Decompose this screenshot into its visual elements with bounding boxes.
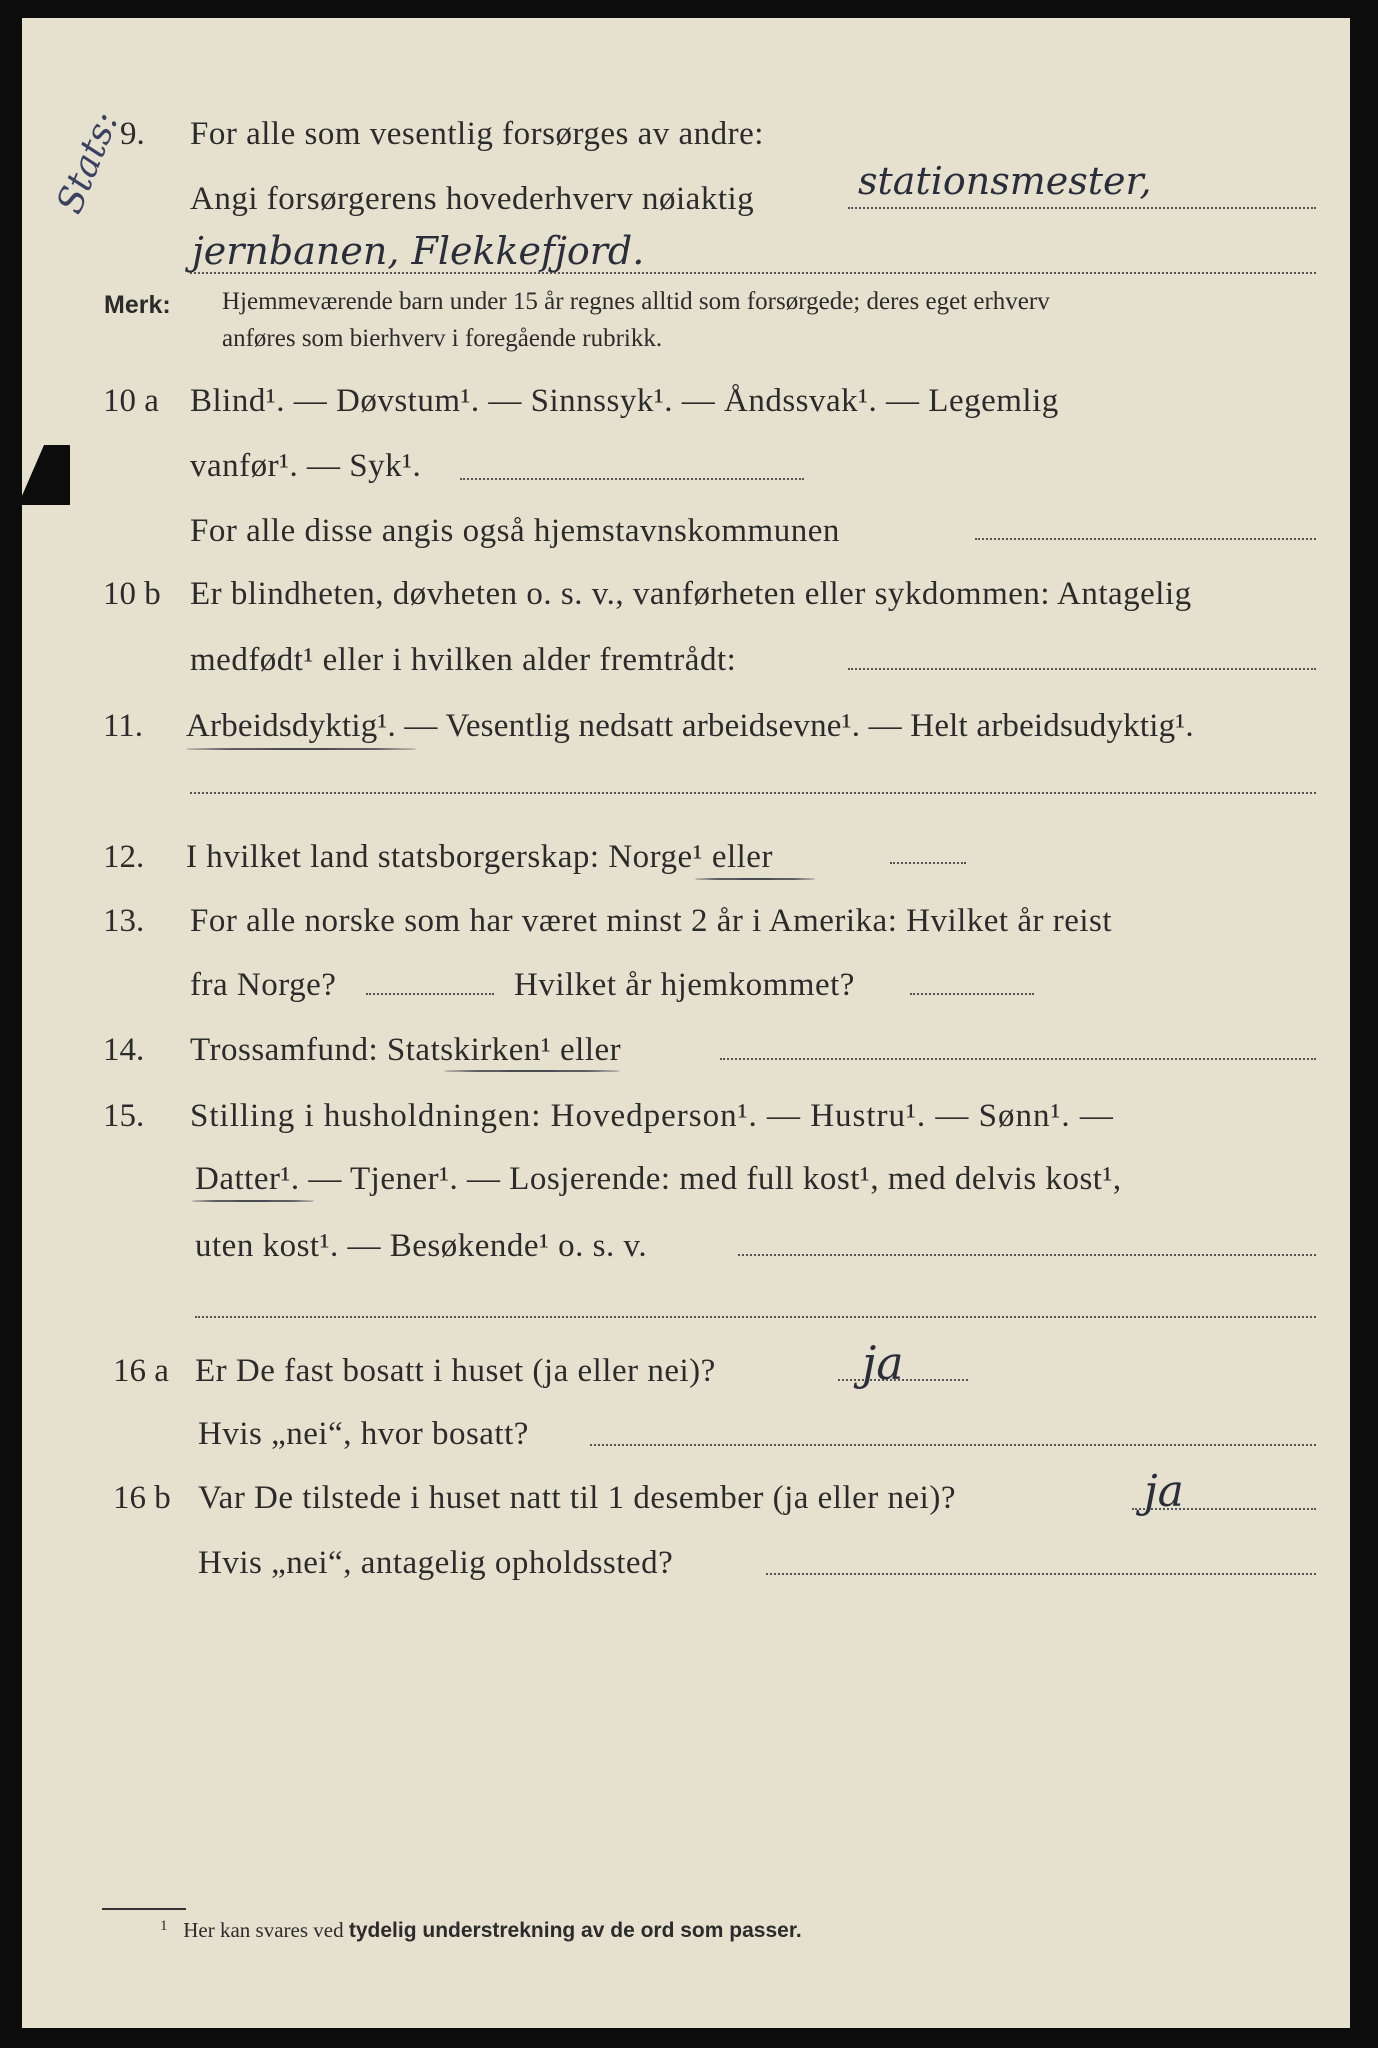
q13-hjemkommet-line <box>910 993 1034 995</box>
q9-number: 9. <box>120 116 145 152</box>
q15-number: 15. <box>103 1098 145 1134</box>
q11-underline-arbeidsdyktig <box>186 748 416 750</box>
footnote-emphasis: tydelig understrekning av de ord som passer. <box>348 1919 802 1942</box>
q9-line1: For alle som vesentlig forsørges av andre: <box>190 116 764 152</box>
q13-line2b: Hvilket år hjemkommet? <box>514 967 855 1003</box>
q16a-line2: Hvis „nei“, hvor bosatt? <box>198 1416 529 1452</box>
q15-line1: Stilling i husholdningen: Hovedperson¹. — Hustru¹. — Sønn¹. — <box>190 1098 1114 1134</box>
q13-number: 13. <box>103 903 145 939</box>
q16a-number: 16 a <box>113 1353 169 1389</box>
q16a-bosatt-line <box>590 1444 1316 1446</box>
q10a-answer-line <box>460 478 804 480</box>
q12-answer-line <box>890 862 966 864</box>
q15-line3: uten kost¹. — Besøkende¹ o. s. v. <box>195 1228 648 1264</box>
q15-answer-line2 <box>195 1316 1316 1318</box>
q15-underline-datter <box>192 1200 314 1202</box>
q13-line2a: fra Norge? <box>190 967 337 1003</box>
q9-answer-line1 <box>848 207 1316 209</box>
q9-handwritten-answer1: stationsmester, <box>858 159 1152 203</box>
merk-label: Merk: <box>104 291 171 319</box>
q12-underline-norge <box>695 878 815 880</box>
q16b-line1: Var De tilstede i huset natt til 1 desember (ja eller nei)? <box>198 1480 956 1516</box>
q13-reist-line <box>366 993 494 995</box>
q9-handwritten-answer2: jernbanen, Flekkefjord. <box>192 229 645 273</box>
q16b-number: 16 b <box>113 1480 171 1516</box>
merk-line2: anføres som bierhverv i foregående rubrikk. <box>222 325 663 352</box>
q9-margin-note: Stats: <box>49 105 127 220</box>
q14-answer-line <box>720 1058 1316 1060</box>
q10b-line2: medfødt¹ eller i hvilken alder fremtrådt: <box>190 642 737 678</box>
q14-number: 14. <box>103 1032 145 1068</box>
q10a-number: 10 a <box>103 383 159 419</box>
q10a-line1: Blind¹. — Døvstum¹. — Sinnssyk¹. — Åndssvak¹. — Legemlig <box>190 383 1059 419</box>
q12-number: 12. <box>103 839 145 875</box>
q15-answer-line1 <box>738 1254 1316 1256</box>
footnote <box>160 1918 802 1943</box>
footnote-rule <box>102 1908 186 1910</box>
q10b-number: 10 b <box>103 576 161 612</box>
q11-number: 11. <box>103 708 144 744</box>
q12-line1: I hvilket land statsborgerskap: Norge¹ eller <box>186 839 773 875</box>
q10a-hjemstavn-line <box>975 538 1316 540</box>
q13-line1: For alle norske som har været minst 2 år i Amerika: Hvilket år reist <box>190 903 1113 939</box>
q15-line2: Datter¹. — Tjener¹. — Losjerende: med full kost¹, med delvis kost¹, <box>195 1161 1122 1197</box>
q9-line2: Angi forsørgerens hovederhverv nøiaktig <box>190 181 755 217</box>
q10b-line1: Er blindheten, døvheten o. s. v., vanførheten eller sykdommen: Antagelig <box>190 576 1192 612</box>
q14-underline-statskirken <box>444 1070 620 1072</box>
q11-answer-line <box>190 792 1316 794</box>
q11-line1: Arbeidsdyktig¹. — Vesentlig nedsatt arbeidsevne¹. — Helt arbeidsudyktig¹. <box>186 708 1194 744</box>
footnote-mark: 1 <box>160 1918 168 1934</box>
q16a-line1: Er De fast bosatt i huset (ja eller nei)? <box>195 1353 716 1389</box>
merk-line1: Hjemmeværende barn under 15 år regnes alltid som forsørgede; deres eget erhverv <box>222 288 1050 315</box>
footnote-text: Her kan svares ved <box>183 1918 344 1942</box>
q16a-handwritten-answer: ja <box>862 1336 904 1390</box>
torn-edge <box>18 445 70 505</box>
q10b-answer-line <box>848 668 1316 670</box>
q16b-handwritten-answer: ja <box>1144 1466 1184 1517</box>
q10a-line3: For alle disse angis også hjemstavnskommunen <box>190 513 840 549</box>
q14-line1: Trossamfund: Statskirken¹ eller <box>190 1032 622 1068</box>
q10a-line2: vanfør¹. — Syk¹. <box>190 448 422 484</box>
q16b-opholdssted-line <box>766 1573 1316 1575</box>
q16b-line2: Hvis „nei“, antagelig opholdssted? <box>198 1545 674 1581</box>
